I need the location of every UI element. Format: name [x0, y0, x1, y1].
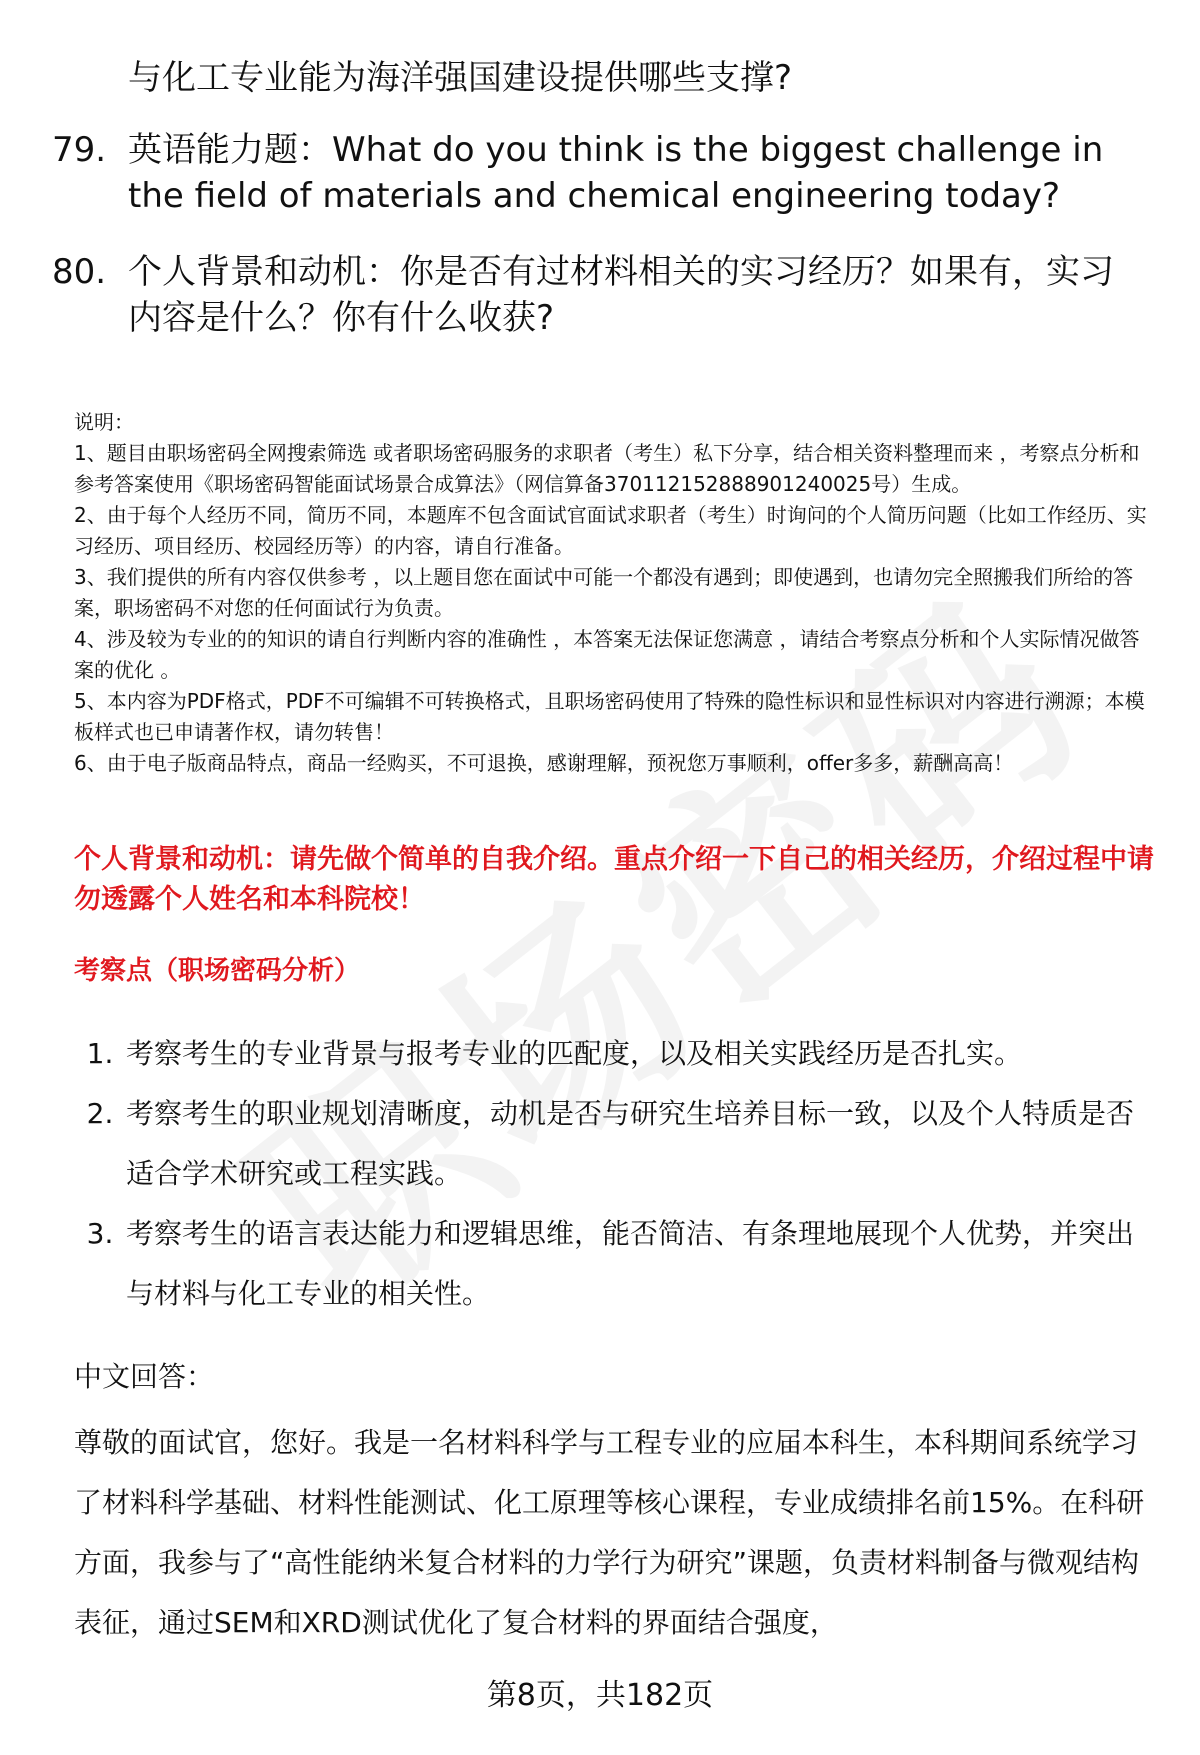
answer-label: 中文回答：	[74, 1360, 215, 1393]
notes-title: 说明：	[74, 410, 134, 434]
question-80	[52, 249, 1142, 341]
note-item: 3、我们提供的所有内容仅供参考 ，以上题目您在面试中可能一个都没有遇到；即使遇到，也请勿完全照搬我们所给的答案，职场密码不对您的任何面试行为负责。	[74, 565, 1134, 620]
point-text: 考察考生的专业背景与报考专业的匹配度，以及相关实践经历是否扎实。	[126, 1037, 1023, 1070]
note-item: 5、本内容为PDF格式，PDF不可编辑不可转换格式，且职场密码使用了特殊的隐性标识和显性标识对内容进行溯源；本模板样式也已申请著作权，请勿转售！	[74, 689, 1145, 744]
point-text: 考察考生的语言表达能力和逻辑思维，能否简洁、有条理地展现个人优势，并突出与材料与化工专业的相关性。	[126, 1217, 1135, 1310]
note-item: 6、由于电子版商品特点，商品一经购买，不可退换，感谢理解，预祝您万事顺利，offer多多，薪酬高高！	[74, 751, 1014, 775]
point-number: 2.	[86, 1097, 114, 1130]
list-item	[74, 1204, 1154, 1324]
analysis-heading: 考察点（职场密码分析）	[74, 956, 361, 986]
question-heading: 个人背景和动机：请先做个简单的自我介绍。重点介绍一下自己的相关经历，介绍过程中请勿透露个人姓名和本科院校！	[74, 844, 1154, 915]
question-text: 英语能力题：What do you think is the biggest challenge in the field of materials and chemical engineering today?	[128, 130, 1104, 216]
question-continuation: 与化工专业能为海洋强国建设提供哪些支撑?	[128, 58, 793, 98]
question-79	[52, 127, 1142, 219]
list-item	[74, 1024, 1154, 1084]
disclaimer-notes	[74, 407, 1154, 779]
note-item: 2、由于每个人经历不同，简历不同，本题库不包含面试官面试求职者（考生）时询问的个人简历问题（比如工作经历、实习经历、项目经历、校园经历等）的内容，请自行准备。	[74, 503, 1147, 558]
note-item: 4、涉及较为专业的的知识的请自行判断内容的准确性 ，本答案无法保证您满意 ，请结合考察点分析和个人实际情况做答案的优化 。	[74, 627, 1140, 682]
question-number: 79.	[52, 130, 107, 170]
point-number: 1.	[86, 1037, 114, 1070]
point-number: 3.	[86, 1217, 114, 1250]
analysis-points	[74, 1024, 1154, 1324]
answer-text: 尊敬的面试官，您好。我是一名材料科学与工程专业的应届本科生，本科期间系统学习了材料科学基础、材料性能测试、化工原理等核心课程，专业成绩排名前15%。在科研方面，我参与了“高性能纳米复合材料的力学行为研究”课题，负责材料制备与微观结构表征，通过SEM和XRD测试优化了复合材料的界面结合强度，	[74, 1426, 1145, 1639]
question-text: 个人背景和动机：你是否有过材料相关的实习经历？如果有，实习内容是什么？你有什么收获?	[128, 252, 1114, 338]
point-text: 考察考生的职业规划清晰度，动机是否与研究生培养目标一致，以及个人特质是否适合学术研究或工程实践。	[126, 1097, 1135, 1190]
question-number: 80.	[52, 252, 107, 292]
page-number: 第8页，共182页	[486, 1678, 714, 1713]
note-item: 1、题目由职场密码全网搜索筛选 或者职场密码服务的求职者（考生）私下分享，结合相关资料整理而来 ，考察点分析和参考答案使用《职场密码智能面试场景合成算法》（网信算备370112152888901240025号）生成。	[74, 441, 1140, 496]
list-item	[74, 1084, 1154, 1204]
